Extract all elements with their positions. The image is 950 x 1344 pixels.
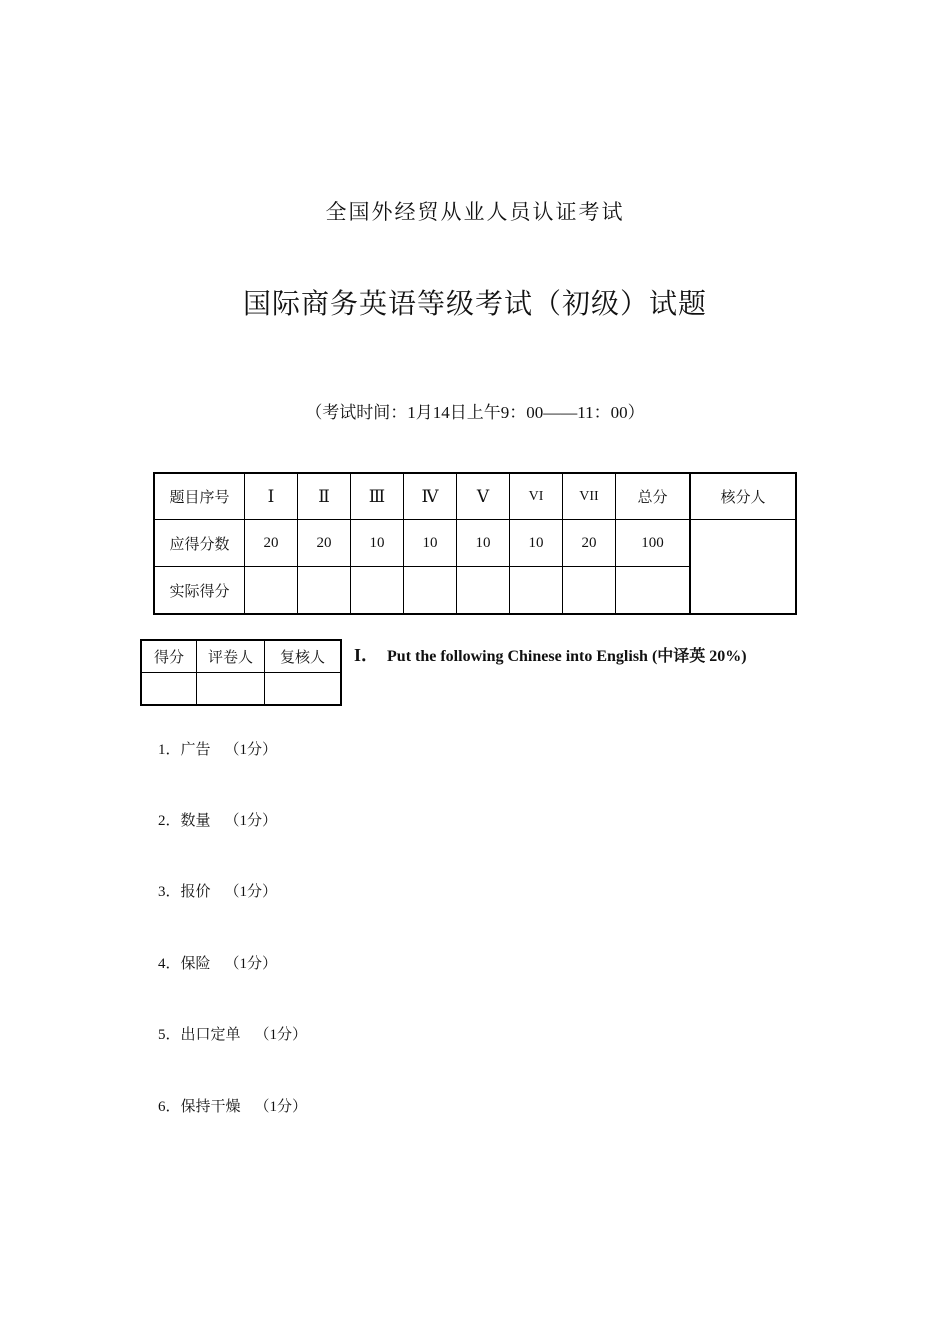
question-text: 广告 xyxy=(180,742,211,758)
points-cell: 10 xyxy=(404,520,457,567)
question-item xyxy=(158,952,277,973)
actual-score-cell[interactable] xyxy=(563,567,616,615)
question-item xyxy=(158,1095,307,1116)
question-points: （1分） xyxy=(224,742,278,758)
section-header: Ⅴ xyxy=(457,473,510,520)
question-text: 报价 xyxy=(180,884,211,900)
row-label: 应得分数 xyxy=(154,520,245,567)
points-cell: 10 xyxy=(510,520,563,567)
actual-score-cell[interactable] xyxy=(457,567,510,615)
points-cell: 10 xyxy=(351,520,404,567)
question-points: （1分） xyxy=(254,1027,308,1043)
section-header: Ⅲ xyxy=(351,473,404,520)
total-points-cell: 100 xyxy=(616,520,691,567)
points-cell: 20 xyxy=(298,520,351,567)
section-header: Ⅰ xyxy=(245,473,298,520)
question-number: 1． xyxy=(158,742,181,758)
question-item xyxy=(158,738,277,759)
exam-time: （考试时间：1月14日上午9：00——11：00） xyxy=(305,403,645,422)
table-row xyxy=(141,640,341,673)
question-number: 3． xyxy=(158,884,181,900)
question-number: 2． xyxy=(158,813,181,829)
section-number: I． xyxy=(354,645,380,665)
page-title: 国际商务英语等级考试（初级）试题 xyxy=(242,287,707,320)
section-heading xyxy=(354,641,747,667)
grader-cell[interactable] xyxy=(141,673,197,706)
grader-cell[interactable] xyxy=(197,673,265,706)
grader-table xyxy=(140,639,342,706)
points-cell: 20 xyxy=(563,520,616,567)
question-points: （1分） xyxy=(224,813,278,829)
question-item xyxy=(158,1023,307,1044)
row-label: 题目序号 xyxy=(154,473,245,520)
section-instruction: Put the following Chinese into English (中译英 20%) xyxy=(387,648,747,665)
table-row xyxy=(154,473,796,520)
points-cell: 20 xyxy=(245,520,298,567)
question-item xyxy=(158,809,277,830)
question-points: （1分） xyxy=(224,956,278,972)
grader-header: 复核人 xyxy=(265,640,342,673)
actual-score-cell[interactable] xyxy=(245,567,298,615)
section-header: VII xyxy=(563,473,616,520)
question-number: 5． xyxy=(158,1027,181,1043)
points-cell: 10 xyxy=(457,520,510,567)
section-header: Ⅳ xyxy=(404,473,457,520)
question-text: 出口定单 xyxy=(180,1027,241,1043)
question-text: 数量 xyxy=(180,813,211,829)
exam-subtitle: 全国外经贸从业人员认证考试 xyxy=(325,200,625,224)
question-points: （1分） xyxy=(224,884,278,900)
actual-score-cell[interactable] xyxy=(298,567,351,615)
actual-score-cell[interactable] xyxy=(510,567,563,615)
question-points: （1分） xyxy=(254,1099,308,1115)
verifier-header: 核分人 xyxy=(690,473,796,520)
question-number: 6． xyxy=(158,1099,181,1115)
question-text: 保持干燥 xyxy=(180,1099,241,1115)
total-header: 总分 xyxy=(616,473,691,520)
section-header: Ⅱ xyxy=(298,473,351,520)
question-item xyxy=(158,880,277,901)
section-header: VI xyxy=(510,473,563,520)
question-text: 保险 xyxy=(180,956,211,972)
score-table xyxy=(153,472,797,615)
table-row xyxy=(154,520,796,567)
question-number: 4． xyxy=(158,956,181,972)
grader-header: 评卷人 xyxy=(197,640,265,673)
actual-score-cell[interactable] xyxy=(404,567,457,615)
verifier-cell[interactable] xyxy=(690,520,796,615)
actual-score-cell[interactable] xyxy=(351,567,404,615)
grader-cell[interactable] xyxy=(265,673,342,706)
row-label: 实际得分 xyxy=(154,567,245,615)
table-row xyxy=(141,673,341,706)
actual-total-cell[interactable] xyxy=(616,567,691,615)
grader-header: 得分 xyxy=(141,640,197,673)
